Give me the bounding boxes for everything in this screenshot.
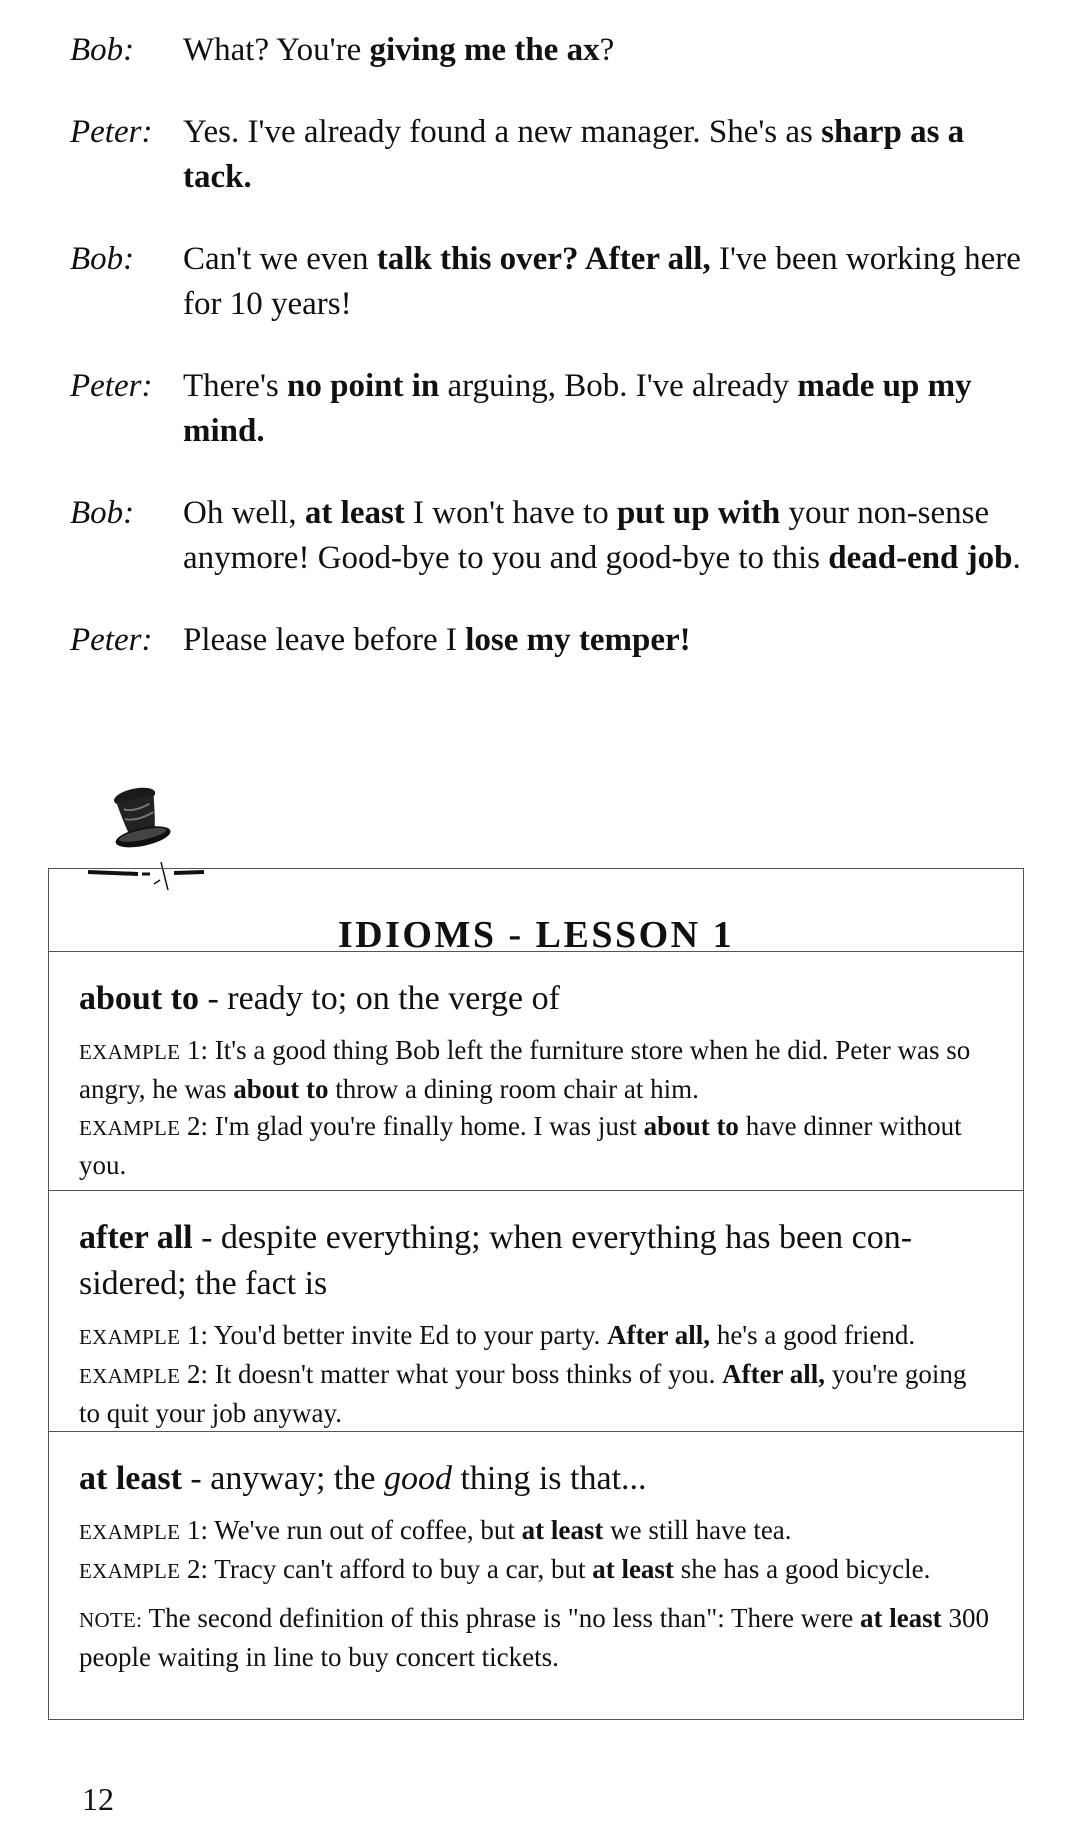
- note-text: The second definition of this phrase is "no less than": There were: [142, 1603, 860, 1633]
- speaker-name: Bob:: [70, 495, 135, 531]
- dialogue-line: [70, 28, 1030, 73]
- dialogue-text: [183, 491, 1030, 581]
- note-label: NOTE:: [79, 1608, 143, 1632]
- idiom-heading: [79, 1215, 993, 1307]
- idiom-highlight: talk this over? After all,: [376, 241, 711, 277]
- speech-text: Oh well,: [183, 495, 305, 531]
- speech-text: your non-sense anymore! Good-bye to you and good-bye to this: [183, 495, 990, 576]
- idiom-highlight: giving me the ax: [369, 32, 600, 68]
- idiom-term: about to: [79, 980, 199, 1017]
- dialogue-text: [183, 237, 1030, 327]
- idioms-lesson-box: [48, 868, 1024, 1720]
- idiom-definition: - ready to; on the verge of: [198, 980, 560, 1017]
- speech-text: What? You're: [183, 32, 370, 68]
- note-idiom: at least: [859, 1603, 942, 1633]
- example-idiom: After all,: [607, 1320, 711, 1350]
- example-text: we still have tea.: [603, 1515, 792, 1545]
- idiom-highlight: no point in: [286, 368, 440, 404]
- example-text: you're going to quit your job anyway.: [79, 1359, 967, 1428]
- example-idiom: After all,: [722, 1359, 826, 1389]
- idiom-highlight: lose my temper!: [465, 622, 691, 658]
- idiom-term: after all: [79, 1219, 193, 1256]
- example-label: EXAMPLE: [79, 1364, 181, 1388]
- speech-text: I won't have to: [404, 495, 617, 531]
- dialogue-line: [70, 618, 1030, 663]
- idiom-heading: [79, 976, 993, 1022]
- idiom-highlight: dead-end job: [828, 540, 1013, 576]
- example-idiom: at least: [592, 1554, 674, 1584]
- example-text: You'd better invite Ed to your party.: [213, 1320, 608, 1350]
- example-label: EXAMPLE: [79, 1559, 181, 1583]
- example-label: EXAMPLE: [79, 1520, 181, 1544]
- speaker-name: Peter:: [70, 114, 153, 150]
- speaker-name: Peter:: [70, 622, 153, 658]
- example-text: have dinner without you.: [79, 1111, 962, 1180]
- dialogue-text: [183, 364, 1030, 454]
- example-text: she has a good bicycle.: [673, 1554, 931, 1584]
- example-text: I'm glad you're finally home. I was just: [214, 1111, 644, 1141]
- example-text: throw a dining room chair at him.: [328, 1074, 699, 1104]
- idiom-definition-emphasis: good: [383, 1460, 452, 1497]
- dialogue-line: [70, 110, 1030, 200]
- example-label: EXAMPLE: [79, 1325, 181, 1349]
- example-block: [79, 1317, 993, 1432]
- note-text: 300 people waiting in line to buy concert tickets.: [79, 1603, 989, 1672]
- speaker-name: Bob:: [70, 241, 135, 277]
- lesson-title-row: [49, 869, 1023, 952]
- idiom-definition: - despite everything; when everything has been con-sidered; the fact is: [79, 1219, 913, 1302]
- idiom-highlight: sharp as a tack.: [183, 114, 965, 195]
- idiom-definition: thing is that...: [451, 1460, 647, 1497]
- page-number: 12: [82, 1781, 114, 1817]
- speech-text: .: [1012, 540, 1021, 576]
- idiom-heading: [79, 1456, 993, 1502]
- example-number: 2:: [180, 1554, 215, 1584]
- example-number: 1:: [180, 1515, 215, 1545]
- example-idiom: at least: [521, 1515, 604, 1545]
- lesson-title: IDIOMS - LESSON 1: [337, 914, 735, 952]
- dialogue-line: [70, 491, 1030, 581]
- speech-text: Can't we even: [183, 241, 377, 277]
- idiom-entry-at-least: [49, 1432, 1023, 1676]
- speech-text: Please leave before I: [183, 622, 466, 658]
- idiom-entry-after-all: [49, 1191, 1023, 1432]
- example-label: EXAMPLE: [79, 1116, 181, 1140]
- idiom-highlight: put up with: [616, 495, 781, 531]
- idiom-highlight: at least: [304, 495, 405, 531]
- example-number: 2:: [180, 1111, 215, 1141]
- idiom-entry-about-to: [49, 952, 1023, 1191]
- example-block: [79, 1512, 993, 1590]
- dialogue-line: [70, 364, 1030, 454]
- speech-text: There's: [183, 368, 287, 404]
- dialogue-text: [183, 618, 1030, 663]
- speech-text: ?: [599, 32, 615, 68]
- speech-text: arguing, Bob. I've already: [439, 368, 798, 404]
- speech-text: Yes. I've already found a new manager. She's as: [183, 114, 822, 150]
- example-text: We've run out of coffee, but: [214, 1515, 522, 1545]
- example-text: he's a good friend.: [710, 1320, 916, 1350]
- note-block: [79, 1600, 993, 1676]
- idiom-term: at least: [79, 1460, 182, 1497]
- idiom-highlight: made up my mind.: [183, 368, 972, 449]
- example-text: It's a good thing Bob left the furniture store when he did. Peter was so angry, he was: [79, 1035, 971, 1104]
- example-text: Tracy can't afford to buy a car, but: [214, 1554, 593, 1584]
- dialogue-text: [183, 110, 1030, 200]
- example-idiom: about to: [233, 1074, 329, 1104]
- example-number: 1:: [180, 1320, 214, 1350]
- idiom-definition: - anyway; the: [181, 1460, 384, 1497]
- dialogue-line: [70, 237, 1030, 327]
- speaker-name: Peter:: [70, 368, 153, 404]
- example-idiom: about to: [643, 1111, 739, 1141]
- speech-text: I've been working here for 10 years!: [183, 241, 1021, 322]
- speaker-name: Bob:: [70, 32, 135, 68]
- dialogue: [70, 28, 1030, 700]
- example-text: It doesn't matter what your boss thinks of you.: [214, 1359, 723, 1389]
- example-label: EXAMPLE: [79, 1040, 181, 1064]
- example-block: [79, 1032, 993, 1184]
- example-number: 2:: [180, 1359, 215, 1389]
- dialogue-text: [183, 28, 1030, 73]
- example-number: 1:: [180, 1035, 215, 1065]
